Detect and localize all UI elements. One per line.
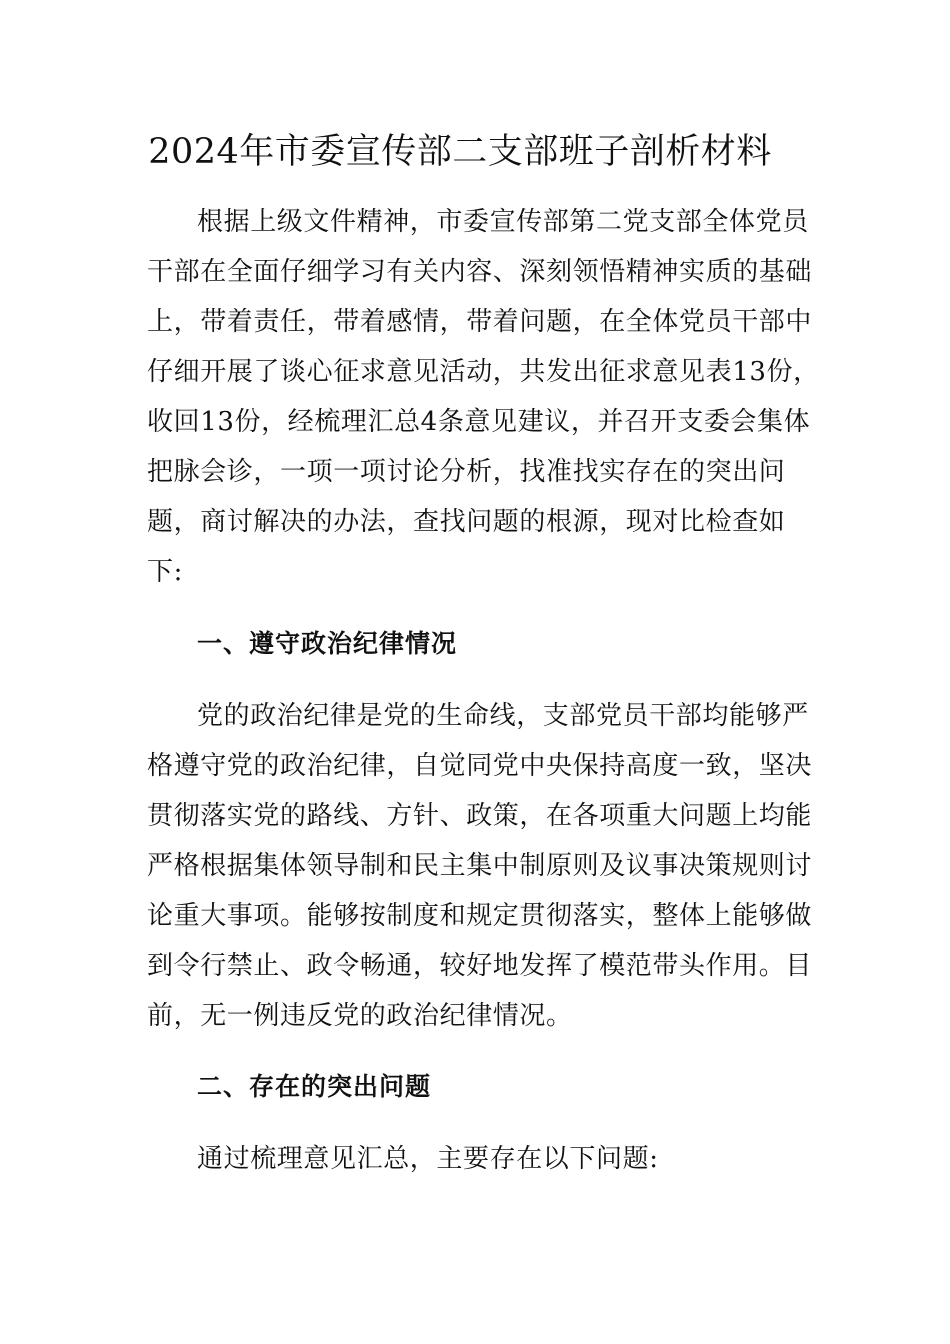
section1-line: 党的政治纪律是党的生命线，支部党员干部均能够严 bbox=[197, 701, 809, 731]
section1-line: 前，无一例违反党的政治纪律情况。 bbox=[147, 1001, 573, 1031]
document-title: 2024年市委宣传部二支部班子剖析材料 bbox=[148, 132, 772, 172]
intro-line: 把脉会诊，一项一项讨论分析，找准找实存在的突出问 bbox=[147, 457, 786, 487]
intro-line: 干部在全面仔细学习有关内容、深刻领悟精神实质的基础 bbox=[147, 257, 813, 287]
intro-line: 根据上级文件精神，市委宣传部第二党支部全体党员 bbox=[197, 207, 809, 237]
section1-line: 论重大事项。能够按制度和规定贯彻落实，整体上能够做 bbox=[147, 901, 813, 931]
section-heading-political-discipline: 一、遵守政治纪律情况 bbox=[197, 629, 458, 658]
intro-line: 上，带着责任，带着感情，带着问题，在全体党员干部中 bbox=[147, 307, 813, 337]
section1-line: 严格根据集体领导制和民主集中制原则及议事决策规则讨 bbox=[147, 851, 813, 881]
intro-line: 下: bbox=[147, 557, 183, 587]
section1-line: 格遵守党的政治纪律，自觉同党中央保持高度一致，坚决 bbox=[147, 751, 813, 781]
section1-line: 到令行禁止、政令畅通，较好地发挥了模范带头作用。目 bbox=[147, 951, 813, 981]
intro-line: 收回13份，经梳理汇总4条意见建议，并召开支委会集体 bbox=[147, 407, 811, 437]
intro-line: 题，商讨解决的办法，查找问题的根源，现对比检查如 bbox=[147, 507, 786, 537]
section1-line: 贯彻落实党的路线、方针、政策，在各项重大问题上均能 bbox=[147, 801, 813, 831]
section2-line: 通过梳理意见汇总，主要存在以下问题: bbox=[197, 1144, 659, 1174]
intro-line: 仔细开展了谈心征求意见活动，共发出征求意见表13份， bbox=[147, 357, 820, 387]
section-heading-outstanding-problems: 二、存在的突出问题 bbox=[197, 1072, 432, 1101]
